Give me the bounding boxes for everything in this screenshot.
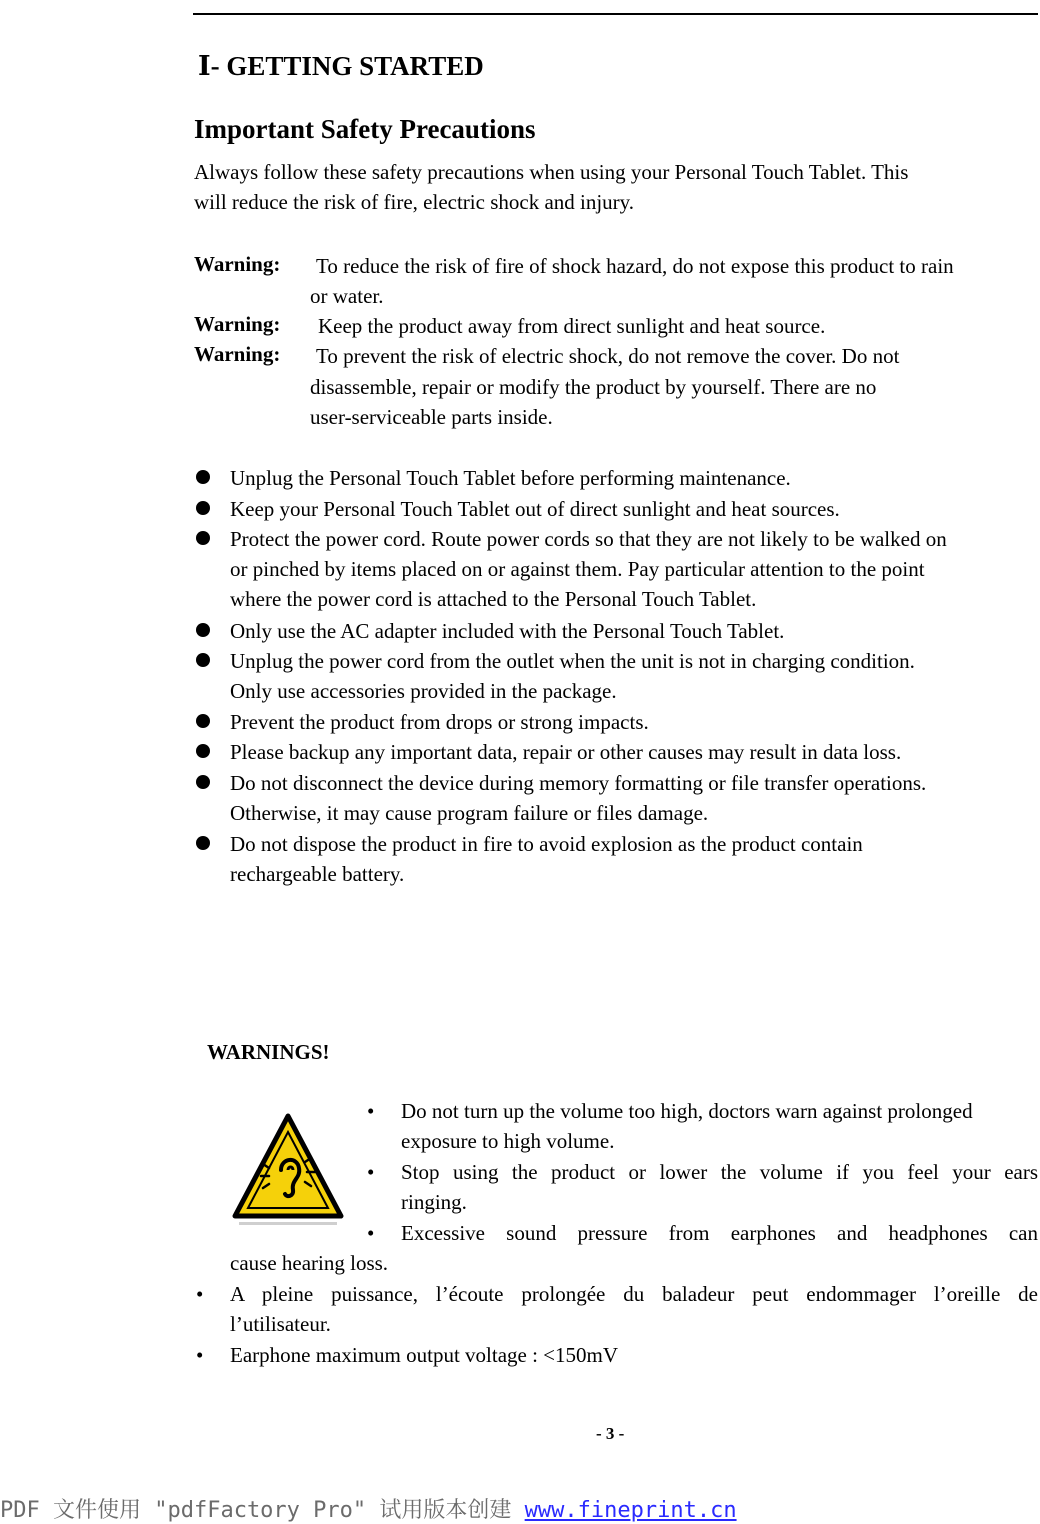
bullet-char: • — [196, 1282, 204, 1306]
warning-line: disassemble, repair or modify the product by yourself. There are no — [310, 375, 877, 399]
bullet-dot — [196, 714, 210, 728]
watermark-link[interactable]: www.fineprint.cn — [524, 1498, 737, 1523]
bullet-dot — [196, 775, 210, 789]
top-rule — [193, 13, 1038, 15]
list-item — [401, 1096, 1038, 1156]
list-item-line: cause hearing loss. — [230, 1251, 389, 1275]
hearing-warning-icon — [231, 1108, 345, 1228]
list-item-line: Protect the power cord. Route power cords so that they are not likely to be walked on — [230, 527, 947, 551]
list-item-line: Excessive sound pressure from earphones and headphones can — [401, 1221, 1038, 1245]
list-item — [401, 1157, 1038, 1217]
list-item — [230, 768, 1038, 828]
warning-line: To reduce the risk of fire of shock hazard, do not expose this product to rain — [316, 254, 954, 278]
list-item — [230, 707, 1038, 737]
intro-line: Always follow these safety precautions when using your Personal Touch Tablet. This — [194, 160, 909, 184]
warning-line: user-serviceable parts inside. — [310, 405, 553, 429]
list-item-line: Otherwise, it may cause program failure or files damage. — [230, 801, 709, 825]
warnings-title: WARNINGS! — [207, 1040, 330, 1064]
list-item-line: Earphone maximum output voltage : <150mV — [230, 1343, 619, 1367]
intro-paragraph — [194, 157, 1014, 217]
list-item — [230, 494, 1038, 524]
list-item-line: Unplug the Personal Touch Tablet before performing maintenance. — [230, 466, 791, 490]
list-item-line: Prevent the product from drops or strong impacts. — [230, 710, 649, 734]
section-title: Ⅰ- GETTING STARTED — [198, 51, 484, 81]
list-item-line: exposure to high volume. — [401, 1129, 615, 1153]
list-item-line: ringing. — [401, 1190, 467, 1214]
warning-line: Keep the product away from direct sunlight and heat source. — [318, 314, 826, 338]
list-item-line: Please backup any important data, repair or other causes may result in data loss. — [230, 740, 902, 764]
list-item — [230, 463, 1038, 493]
list-item-line: Do not dispose the product in fire to avoid explosion as the product contain — [230, 832, 863, 856]
list-item-line: A pleine puissance, l’écoute prolongée du baladeur peut endommager l’oreille de — [230, 1282, 1038, 1306]
list-item-line: Do not disconnect the device during memory formatting or file transfer operations. — [230, 771, 927, 795]
bullet-char: • — [367, 1221, 375, 1245]
list-item — [230, 524, 1038, 614]
bullet-char: • — [367, 1099, 375, 1123]
list-item-line: Keep your Personal Touch Tablet out of direct sunlight and heat sources. — [230, 497, 840, 521]
watermark-text: PDF 文件使用 "pdfFactory Pro" 试用版本创建 — [0, 1498, 525, 1523]
list-item-line: rechargeable battery. — [230, 862, 405, 886]
bullet-dot — [196, 623, 210, 637]
list-item — [230, 646, 1038, 706]
warning-line: or water. — [310, 284, 384, 308]
warning-label: Warning: — [194, 252, 281, 276]
list-item-line: Only use the AC adapter included with the Personal Touch Tablet. — [230, 619, 785, 643]
list-item-line: l’utilisateur. — [230, 1312, 331, 1336]
watermark — [0, 1493, 737, 1524]
page-heading: Important Safety Precautions — [194, 114, 536, 144]
warning-label: Warning: — [194, 342, 281, 366]
list-item-line: Do not turn up the volume too high, doctors warn against prolonged — [401, 1099, 973, 1123]
list-item-line: Only use accessories provided in the package. — [230, 679, 617, 703]
bullet-dot — [196, 836, 210, 850]
list-item — [230, 1279, 1038, 1339]
list-item-line: or pinched by items placed on or against them. Pay particular attention to the point — [230, 557, 925, 581]
list-item — [230, 616, 1038, 646]
warning-label: Warning: — [194, 312, 281, 336]
bullet-dot — [196, 531, 210, 545]
list-item-line: where the power cord is attached to the Personal Touch Tablet. — [230, 587, 757, 611]
list-item — [230, 829, 1038, 889]
list-item-line: Unplug the power cord from the outlet when the unit is not in charging condition. — [230, 649, 915, 673]
bullet-dot — [196, 744, 210, 758]
list-item — [230, 737, 1038, 767]
bullet-char: • — [367, 1160, 375, 1184]
bullet-dot — [196, 653, 210, 667]
list-item-line: Stop using the product or lower the volume if you feel your ears — [401, 1160, 1038, 1184]
bullet-dot — [196, 501, 210, 515]
page-number: - 3 - — [596, 1424, 625, 1443]
warning-line: To prevent the risk of electric shock, do not remove the cover. Do not — [316, 344, 900, 368]
bullet-char: • — [196, 1343, 204, 1367]
intro-line: will reduce the risk of fire, electric shock and injury. — [194, 190, 635, 214]
bullet-dot — [196, 470, 210, 484]
